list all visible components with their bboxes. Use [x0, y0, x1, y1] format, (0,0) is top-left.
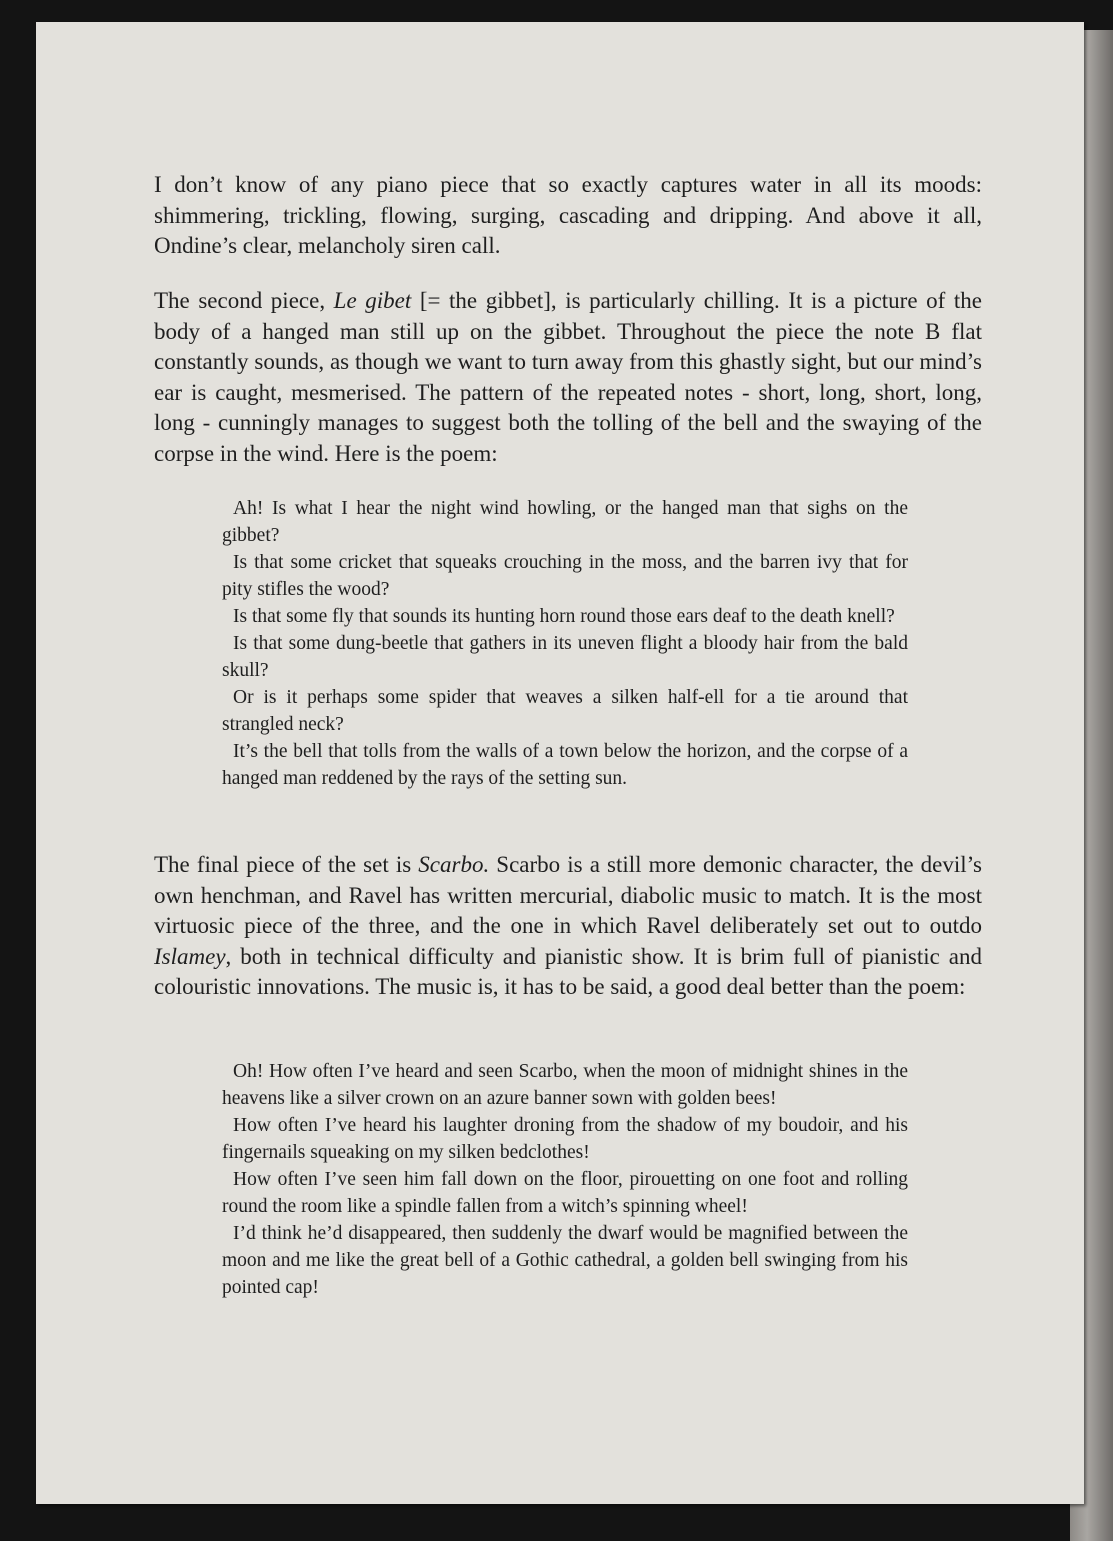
poem-line: Is that some cricket that squeaks crouching in the moss, and the barren ivy that for pity stifles the wood? — [222, 552, 908, 600]
piece-title-le-gibet: Le gibet — [333, 288, 412, 313]
paragraph-text — [154, 850, 982, 1003]
piece-title-scarbo: Scarbo. — [418, 852, 490, 877]
poem-line: How often I’ve seen him fall down on the floor, pirouetting on one foot and rolling round the room like a spindle fallen from a witch’s spinning wheel! — [222, 1169, 908, 1217]
paragraph-text-segment: Scarbo is a still more demonic character, the devil’s own henchman, and Ravel has written mercurial, diabolic music to match. It is the most virtuosic piece of the three, and the one in which Ravel deliberately set out to outdo — [154, 852, 982, 938]
paragraph-ondine — [154, 170, 982, 262]
poem-line: Or is it perhaps some spider that weaves a silken half-ell for a tie around that strangled neck? — [222, 687, 908, 735]
paragraph-scarbo — [154, 850, 982, 1003]
paragraph-le-gibet — [154, 286, 982, 469]
paragraph-text — [154, 286, 982, 469]
piece-title-islamey: Islamey — [154, 943, 226, 969]
book-page — [36, 22, 1084, 1504]
poem-line: Is that some dung-beetle that gathers in its uneven flight a bloody hair from the bald skull? — [222, 633, 908, 681]
paragraph-text-segment: , both in technical difficulty and pianistic show. It is brim full of pianistic and colouristic innovations. The music is, it has to be said, a good deal better than the poem: — [154, 943, 982, 999]
poem-line: Is that some fly that sounds its hunting horn round those ears deaf to the death knell? — [233, 606, 895, 627]
poem-line: Oh! How often I’ve heard and seen Scarbo, when the moon of midnight shines in the heavens like a silver crown on an azure banner sown with golden bees! — [222, 1061, 908, 1109]
poem-line: It’s the bell that tolls from the walls of a town below the horizon, and the corpse of a hanged man reddened by the rays of the setting sun. — [222, 741, 908, 789]
paragraph-text: I don’t know of any piano piece that so exactly captures water in all its moods: shimmering, trickling, flowing, surging, cascading and dripping. And above it all, Ondine’s clear, melancholy siren call. — [154, 172, 982, 258]
paragraph-text-segment: The second piece, — [154, 288, 334, 313]
poem-line: I’d think he’d disappeared, then suddenly the dwarf would be magnified between the moon and me like the great bell of a Gothic cathedral, a golden bell swinging from his pointed cap! — [222, 1223, 908, 1298]
paragraph-text-segment: The final piece of the set is — [154, 852, 419, 877]
poem-line: Ah! Is what I hear the night wind howling, or the hanged man that sighs on the gibbet? — [222, 498, 908, 546]
poem-le-gibet — [222, 495, 908, 792]
poem-scarbo — [222, 1058, 908, 1301]
paragraph-text-segment: [= the gibbet], is particularly chilling. It is a picture of the body of a hanged man still up on the gibbet. Throughout the piece the note B flat constantly sounds, as though we want to turn away from this ghastly sight, but our mind’s ear is caught, mesmerised. The pattern of the repeated notes - short, long, short, long, long - cunningly manages to suggest both the tolling of the bell and the swaying of the corpse in the wind. Here is the poem: — [154, 288, 982, 466]
poem-line: How often I’ve heard his laughter droning from the shadow of my boudoir, and his fingernails squeaking on my silken bedclothes! — [222, 1115, 908, 1163]
